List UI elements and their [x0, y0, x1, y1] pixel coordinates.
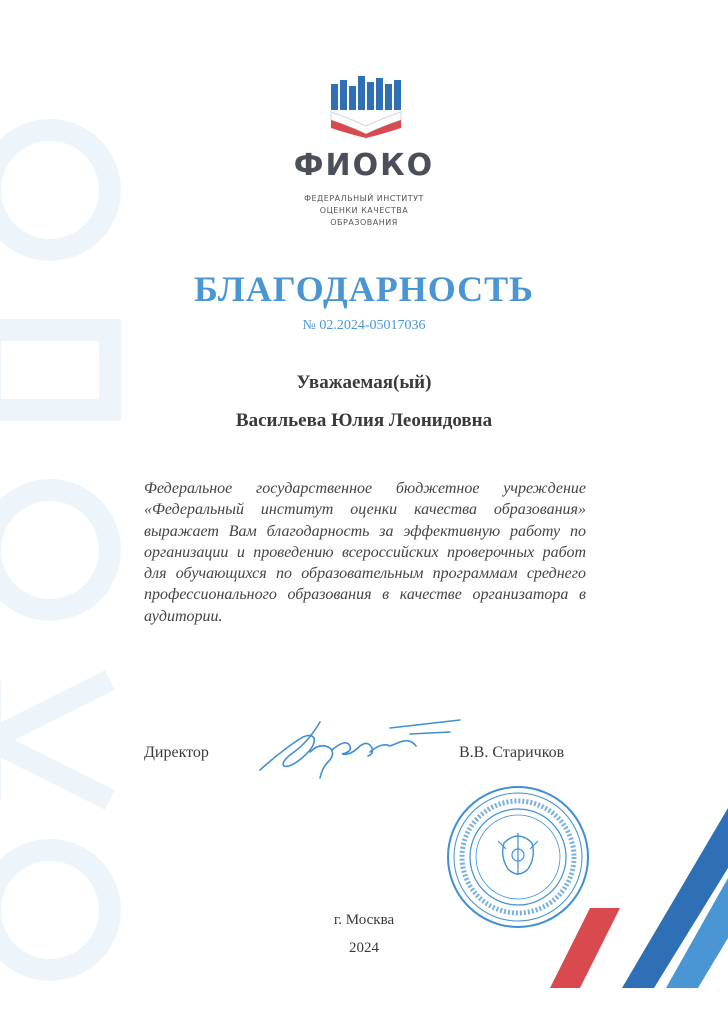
year: 2024 — [349, 940, 379, 956]
fioko-book-logo-icon — [329, 76, 403, 138]
decorative-stripes-icon — [550, 808, 728, 1024]
logo-subtitle-line-3: ОБРАЗОВАНИЯ — [330, 218, 398, 227]
logo-subtitle-line-2: ОЦЕНКИ КАЧЕСТВА — [319, 206, 409, 215]
document-number: № 02.2024-05017036 — [302, 318, 426, 333]
director-label: Директор — [144, 744, 209, 761]
salutation: Уважаемая(ый) — [296, 372, 432, 393]
logo-subtitle-line-1: ФЕДЕРАЛЬНЫЙ ИНСТИТУТ — [304, 194, 424, 203]
body-text: Федеральное государственное бюджетное учреждение «Федеральный институт оценки качества образования» выражает Вам благодарность за эффективную работу по организации и проведению всероссийских проверочных работ для обучающихся по образовательным программам среднего профессионального образования в качестве организатора в аудитории. — [144, 480, 586, 625]
recipient-name: Васильева Юлия Леонидовна — [235, 410, 493, 431]
director-name: В.В. Старичков — [459, 744, 565, 761]
handwritten-signature-icon — [250, 712, 470, 792]
document-title: БЛАГОДАРНОСТЬ — [194, 269, 534, 309]
city: г. Москва — [333, 912, 395, 928]
logo-name: ФИОКО — [293, 148, 435, 183]
